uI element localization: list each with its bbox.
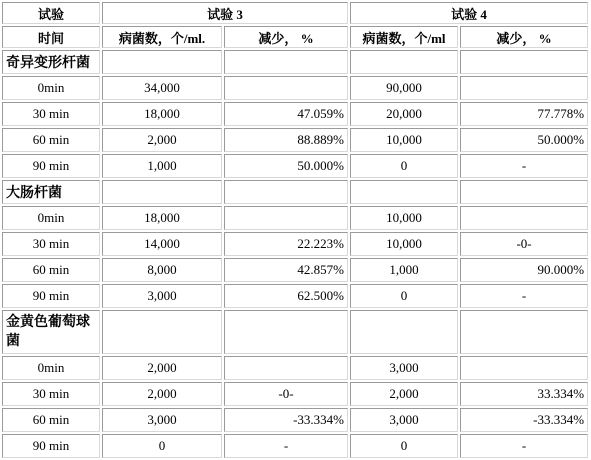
- cell-reduction-4: -: [460, 434, 588, 458]
- table-row: [2, 232, 588, 256]
- cell-count-3: 3,000: [102, 408, 222, 432]
- cell-reduction-3: 88.889%: [224, 128, 348, 152]
- cell-count-4: 0: [350, 434, 458, 458]
- cell-reduction-4: 33.334%: [460, 382, 588, 406]
- cell-count-4: 2,000: [350, 382, 458, 406]
- cell-time: 30 min: [2, 102, 100, 126]
- cell-count-4: 1,000: [350, 258, 458, 282]
- cell-reduction-3: 47.059%: [224, 102, 348, 126]
- table-row: [2, 128, 588, 152]
- header-trial-3: 试验 3: [102, 2, 348, 24]
- cell-reduction-4: -: [460, 154, 588, 178]
- cell-time: 60 min: [2, 128, 100, 152]
- section-row: [2, 180, 588, 204]
- cell-count-3: 2,000: [102, 356, 222, 380]
- cell-reduction-4: -33.334%: [460, 408, 588, 432]
- section-row: [2, 50, 588, 74]
- cell-reduction-3: -33.334%: [224, 408, 348, 432]
- cell-count-3: 2,000: [102, 128, 222, 152]
- header-count-3: 病菌数，个/ml.: [102, 26, 222, 48]
- cell-reduction-4: [460, 206, 588, 230]
- table-row: [2, 284, 588, 308]
- cell-count-4: 0: [350, 154, 458, 178]
- header-reduction-4: 减少， %: [460, 26, 588, 48]
- cell-time: 30 min: [2, 382, 100, 406]
- header-row-2: [2, 26, 588, 48]
- cell-count-3: 18,000: [102, 102, 222, 126]
- cell-reduction-4: 77.778%: [460, 102, 588, 126]
- cell-time: 30 min: [2, 232, 100, 256]
- cell-count-4: 3,000: [350, 356, 458, 380]
- cell-count-3: 34,000: [102, 76, 222, 100]
- cell-count-4: 10,000: [350, 206, 458, 230]
- cell-count-3: 8,000: [102, 258, 222, 282]
- cell-count-3: 3,000: [102, 284, 222, 308]
- section-row: [2, 310, 588, 354]
- section-title: 金黄色葡萄球菌: [2, 310, 100, 354]
- table-row: [2, 76, 588, 100]
- cell-count-4: 20,000: [350, 102, 458, 126]
- cell-count-4: 0: [350, 284, 458, 308]
- cell-reduction-3: -: [224, 434, 348, 458]
- cell-time: 60 min: [2, 258, 100, 282]
- table-row: [2, 206, 588, 230]
- cell-reduction-4: -0-: [460, 232, 588, 256]
- cell-reduction-3: -0-: [224, 382, 348, 406]
- table-row: [2, 102, 588, 126]
- cell-count-4: 3,000: [350, 408, 458, 432]
- cell-reduction-4: 50.000%: [460, 128, 588, 152]
- table-row: [2, 434, 588, 458]
- cell-count-3: 0: [102, 434, 222, 458]
- cell-time: 90 min: [2, 154, 100, 178]
- cell-reduction-4: -: [460, 284, 588, 308]
- table-row: [2, 154, 588, 178]
- cell-reduction-4: 90.000%: [460, 258, 588, 282]
- table-row: [2, 356, 588, 380]
- table-row: [2, 408, 588, 432]
- cell-count-4: 10,000: [350, 232, 458, 256]
- section-title: 奇异变形杆菌: [2, 50, 100, 74]
- cell-count-3: 18,000: [102, 206, 222, 230]
- cell-reduction-4: [460, 76, 588, 100]
- table-row: [2, 382, 588, 406]
- cell-time: 0min: [2, 206, 100, 230]
- cell-reduction-3: [224, 206, 348, 230]
- cell-reduction-3: [224, 356, 348, 380]
- cell-reduction-3: 42.857%: [224, 258, 348, 282]
- cell-time: 90 min: [2, 434, 100, 458]
- cell-count-3: 14,000: [102, 232, 222, 256]
- cell-count-3: 1,000: [102, 154, 222, 178]
- cell-reduction-3: 50.000%: [224, 154, 348, 178]
- header-reduction-3: 减少， %: [224, 26, 348, 48]
- cell-reduction-3: 62.500%: [224, 284, 348, 308]
- header-trial-label: 试验: [2, 2, 100, 24]
- section-title: 大肠杆菌: [2, 180, 100, 204]
- cell-count-3: 2,000: [102, 382, 222, 406]
- header-count-4: 病菌数，个/ml: [350, 26, 458, 48]
- cell-count-4: 10,000: [350, 128, 458, 152]
- header-trial-4: 试验 4: [350, 2, 588, 24]
- table-row: [2, 258, 588, 282]
- cell-count-4: 90,000: [350, 76, 458, 100]
- header-row-1: [2, 2, 588, 24]
- cell-time: 60 min: [2, 408, 100, 432]
- cell-time: 0min: [2, 356, 100, 380]
- cell-time: 90 min: [2, 284, 100, 308]
- cell-reduction-3: [224, 76, 348, 100]
- cell-reduction-3: 22.223%: [224, 232, 348, 256]
- cell-time: 0min: [2, 76, 100, 100]
- header-time: 时间: [2, 26, 100, 48]
- cell-reduction-4: [460, 356, 588, 380]
